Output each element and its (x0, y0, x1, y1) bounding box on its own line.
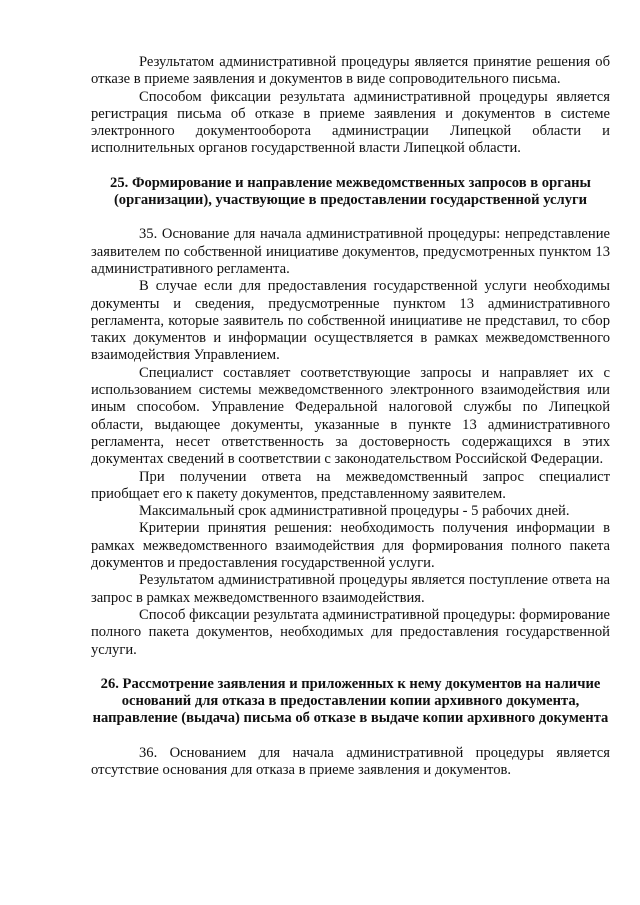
paragraph: Результатом административной процедуры является принятие решения об отказе в приеме заявления и документов в виде сопроводительного письма. (91, 54, 610, 88)
section-26-heading: 26. Рассмотрение заявления и приложенных к нему документов на наличие оснований для отказа в предоставлении копии архивного документа, направление (выдача) письма об отказе в выдаче копии архивного документа (92, 675, 609, 727)
paragraph: При получении ответа на межведомственный запрос специалист приобщает его к пакету документов, представленному заявителем. (91, 468, 610, 502)
paragraph: Способом фиксации результата административной процедуры является регистрация письма об отказе в приеме заявления и документов в системе электронного документооборота администрации Липецкой области и исполнительных органов государственной власти Липецкой области. (91, 88, 610, 157)
paragraph: В случае если для предоставления государственной услуги необходимы документы и сведения, предусмотренные пунктом 13 административного регламента, которые заявитель по собственной инициативе не представил, то сбор таких документов и информации осуществляется в рамках межведомственного взаимодействия Управлением. (91, 278, 610, 364)
section-25-heading: 25. Формирование и направление межведомственных запросов в органы (организации), участвующие в предоставлении государственной услуги (110, 174, 591, 209)
paragraph: Максимальный срок административной процедуры - 5 рабочих дней. (139, 503, 570, 520)
paragraph: Результатом административной процедуры является поступление ответа на запрос в рамках межведомственного взаимодействия. (91, 572, 610, 606)
paragraph: 36. Основанием для начала административной процедуры является отсутствие основания для отказа в приеме заявления и документов. (91, 744, 610, 778)
paragraph: Способ фиксации результата административной процедуры: формирование полного пакета документов, необходимых для предоставления государственной услуги. (91, 606, 610, 658)
paragraph: Критерии принятия решения: необходимость получения информации в рамках межведомственного взаимодействия для формирования полного пакета документов и предоставления государственной услуги. (91, 520, 610, 572)
paragraph: Специалист составляет соответствующие запросы и направляет их с использованием системы межведомственного электронного взаимодействия или иным способом. Управление Федеральной налоговой службы по Липецкой области, выдающее документы, указанные в пункте 13 административного регламента, несет ответственность за достоверность содержащихся в этих документах сведений в соответствии с законодательством Российской Федерации. (91, 364, 610, 468)
paragraph: 35. Основание для начала административной процедуры: непредставление заявителем по собственной инициативе документов, предусмотренных пунктом 13 административного регламента. (91, 226, 610, 277)
